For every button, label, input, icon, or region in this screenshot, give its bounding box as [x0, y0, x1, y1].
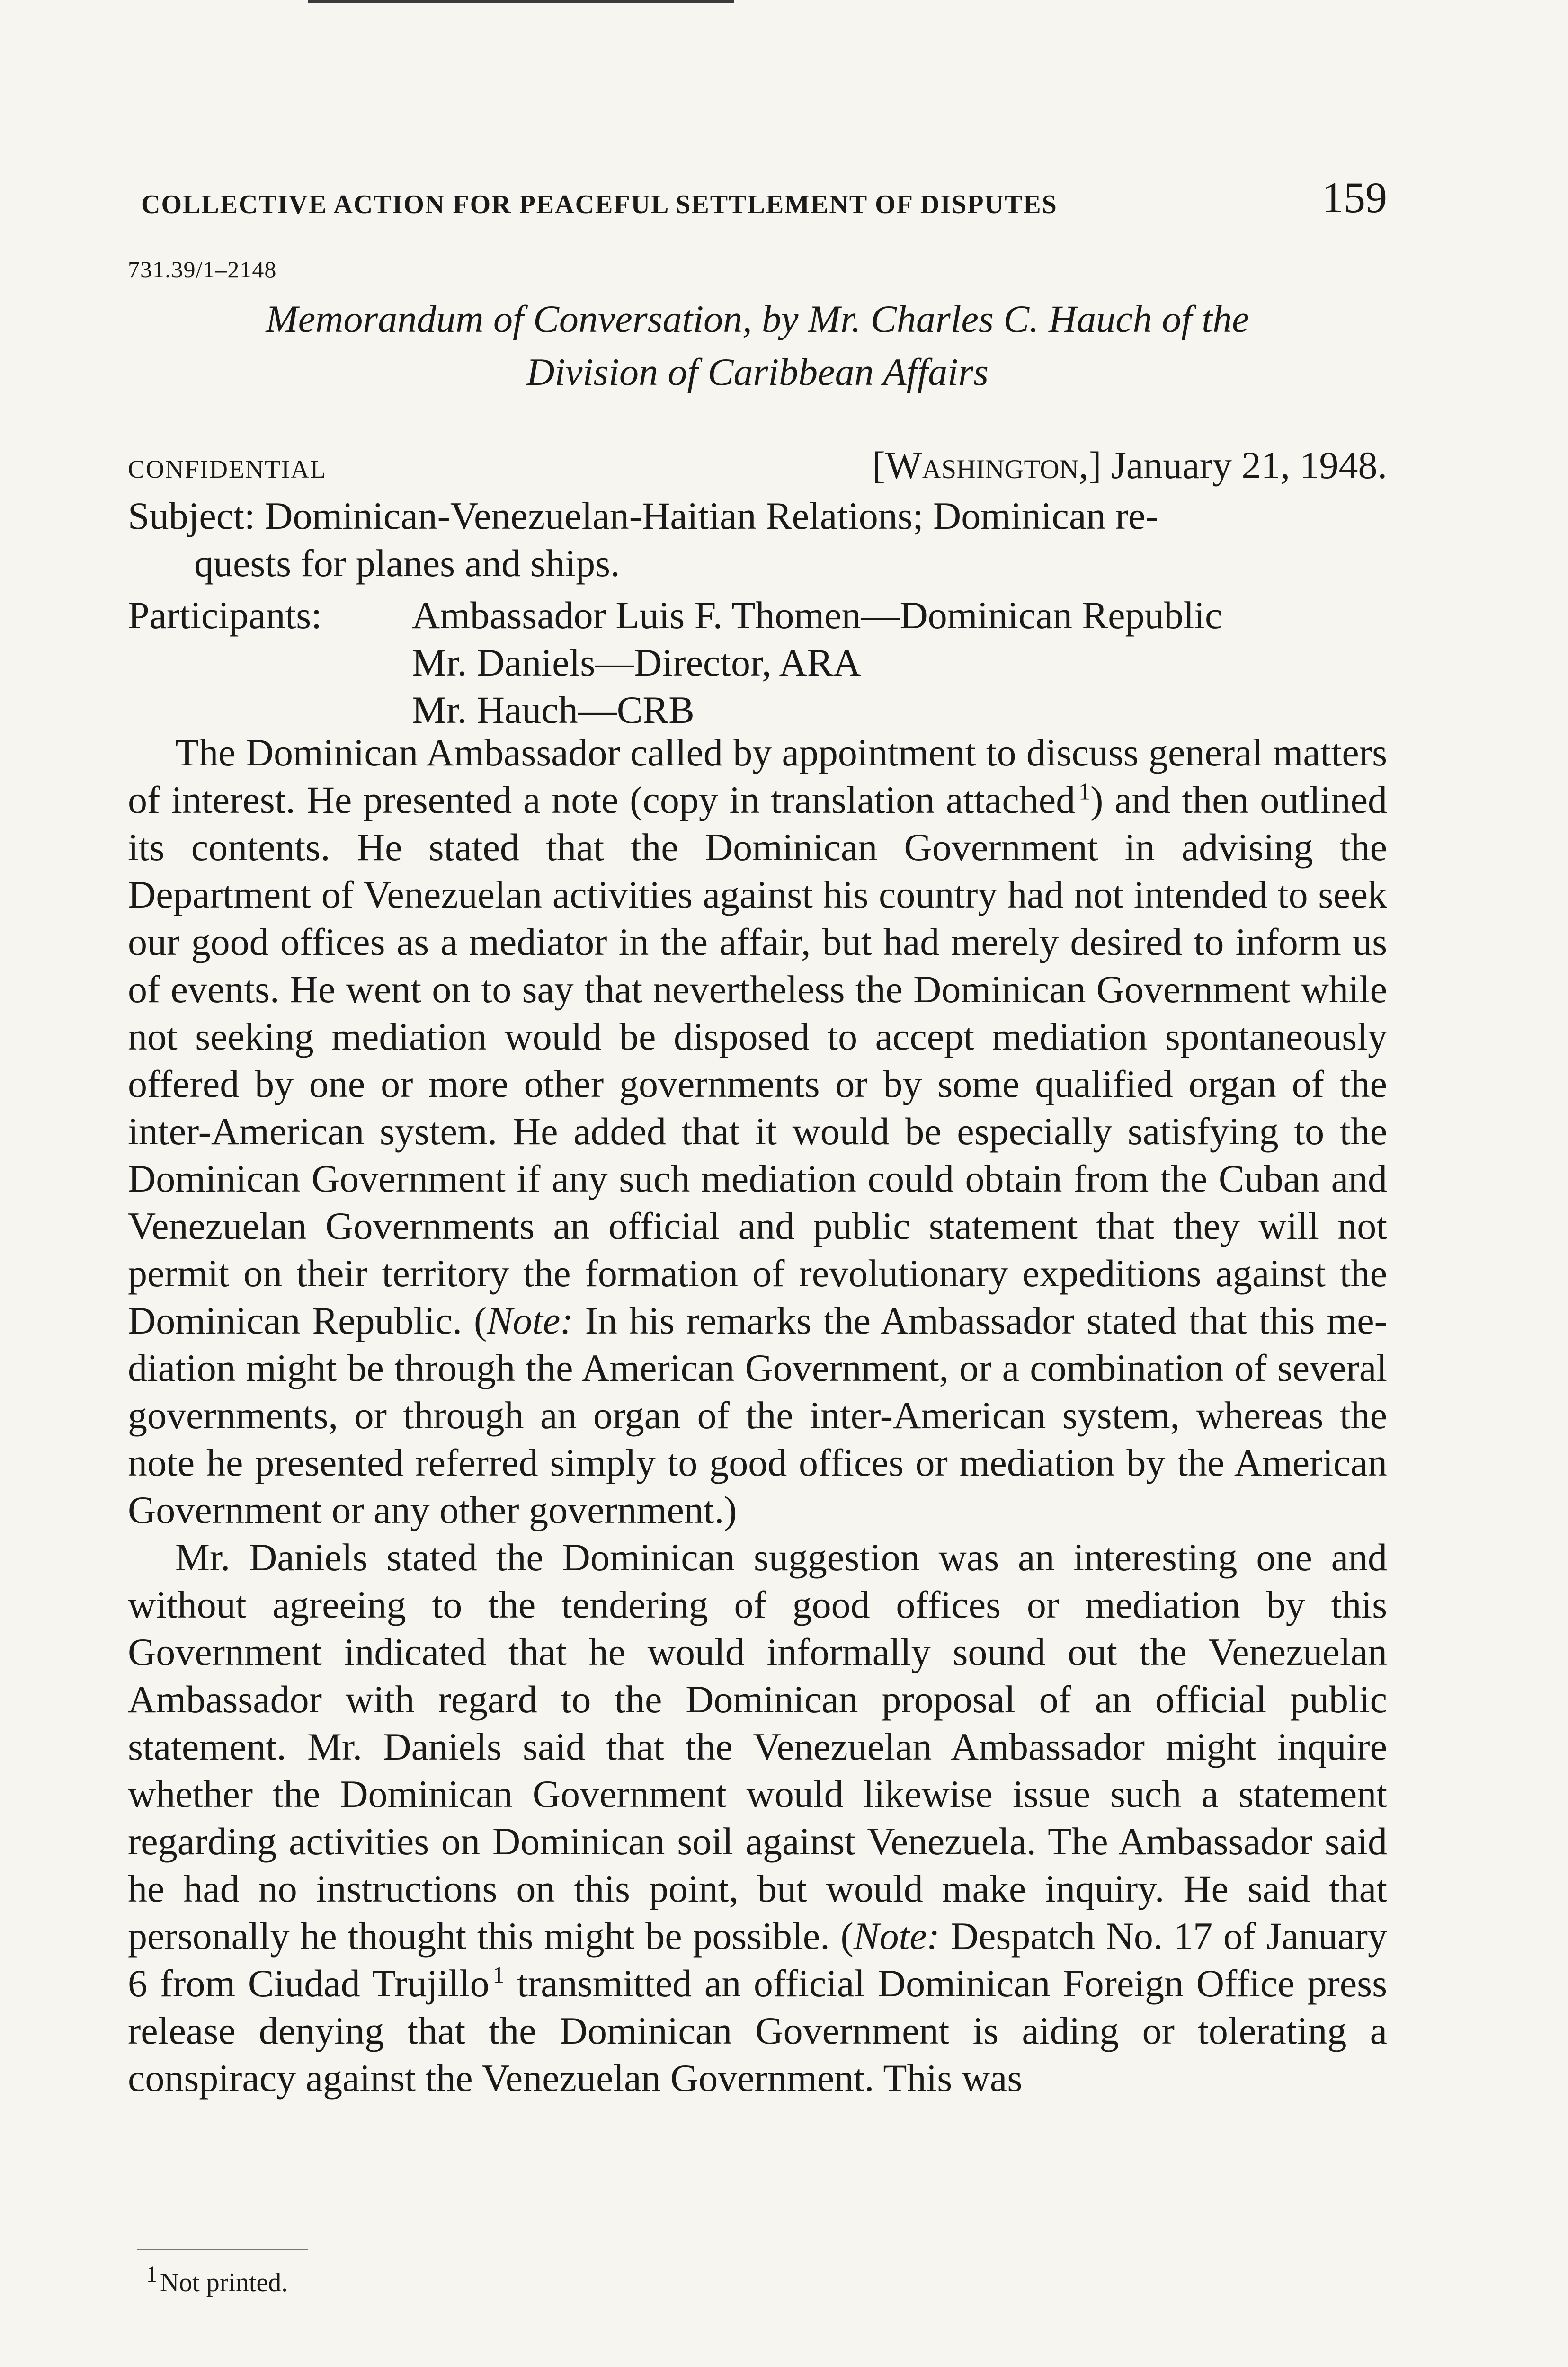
memo-title — [128, 293, 1387, 399]
dateline — [128, 440, 1387, 488]
participant-item: Mr. Daniels—Director, ARA — [412, 641, 861, 684]
memo-title-line-1: Memorandum of Conversation, by Mr. Charles C. Hauch of the — [266, 297, 1249, 340]
file-number: 731.39/1–2148 — [128, 256, 277, 283]
participants-list — [412, 592, 1387, 734]
participant-item: Mr. Hauch—CRB — [412, 688, 695, 731]
memo-title-line-2: Division of Caribbean Affairs — [526, 350, 989, 393]
body-text — [128, 729, 1387, 2102]
running-head — [141, 170, 1387, 222]
paragraph-1-part-b: ) and then outlined its contents. He stated that the Dominican Government in advising the Department of Venezuelan activities against his country had not intended to seek our good offices as a mediator in the affair, but had merely desired to inform us of events. He went on to say that nevertheless the Dominican Government while not seeking mediation would be disposed to accept mediation spontaneously offered by one or more other governments or by some qualified organ of the inter-American system. He added that it would be especially satisfying to the Dominican Government if any such mediation could obtain from the Cuban and Venezuelan Governments an official and public statement that they will not permit on their territory the formation of revolutionary expeditions against the Dominican Republic. ( — [128, 778, 1388, 1342]
note-label: Note: — [487, 1299, 573, 1342]
page-content — [128, 0, 1387, 2367]
place: Washington, — [885, 444, 1089, 487]
footnote-text: Not printed. — [160, 2268, 288, 2297]
page-number: 159 — [1322, 173, 1387, 222]
subject-block — [128, 492, 1387, 587]
footnote-marker: 1 — [492, 1961, 505, 1988]
place-and-date: [Washington,] January 21, 1948. — [872, 444, 1387, 487]
paragraph-1 — [128, 729, 1387, 1534]
subject-line-1: Dominican-Venezuelan-Haitian Relations; Dominican re- — [265, 494, 1158, 537]
paragraph-1-part-c: In his remarks the Ambassador stated that this mediation might be through the American Government, or a combination of several governments, or through an organ of the inter-American system, whereas the note he presented referred simply to good offices or mediation by the American Government or any other government.) — [128, 1299, 1387, 1531]
paragraph-2-part-b: Despatch No. 17 of January 6 from Ciudad Trujillo — [128, 1914, 1387, 2005]
running-title: COLLECTIVE ACTION FOR PEACEFUL SETTLEMENT OF DISPUTES — [141, 190, 1058, 219]
footnote-marker: 1 — [1078, 778, 1091, 805]
participant-item: Ambassador Luis F. Thomen—Dominican Republic — [412, 594, 1222, 637]
paragraph-2 — [128, 1534, 1387, 2102]
subject-line-2: quests for planes and ships. — [194, 542, 620, 585]
paragraph-1-part-a: The Dominican Ambassador called by appointment to discuss general matters of interest. He presented a note (copy in translation attached — [128, 731, 1387, 821]
paragraph-2-part-c: transmitted an official Dominican Foreign Office press release denying that the Dominican Government is aiding or tolerating a conspiracy against the Venezuelan Government. This was — [128, 1962, 1387, 2100]
date: January 21, 1948. — [1111, 444, 1387, 487]
footnote-number: 1 — [146, 2260, 158, 2287]
note-label: Note: — [853, 1914, 940, 1958]
subject-label: Subject: — [128, 494, 255, 537]
classification-label: CONFIDENTIAL — [128, 455, 327, 483]
paragraph-2-part-a: Mr. Daniels stated the Dominican suggestion was an interesting one and without agreeing to the tendering of good offices or mediation by this Government indicated that he would informally sound out the Venezuelan Ambassador with regard to the Dominican proposal of an official public statement. Mr. Daniels said that the Venezuelan Ambassador might inquire whether the Dominican Government would likewise issue such a statement regarding activities on Dominican soil against Venezuela. The Ambassador said he had no instructions on this point, but would make inquiry. He said that personally he thought this might be possible. ( — [128, 1536, 1387, 1958]
footnote — [146, 2260, 288, 2298]
footnote-rule — [137, 2249, 308, 2250]
participants-label: Participants: — [128, 594, 322, 637]
